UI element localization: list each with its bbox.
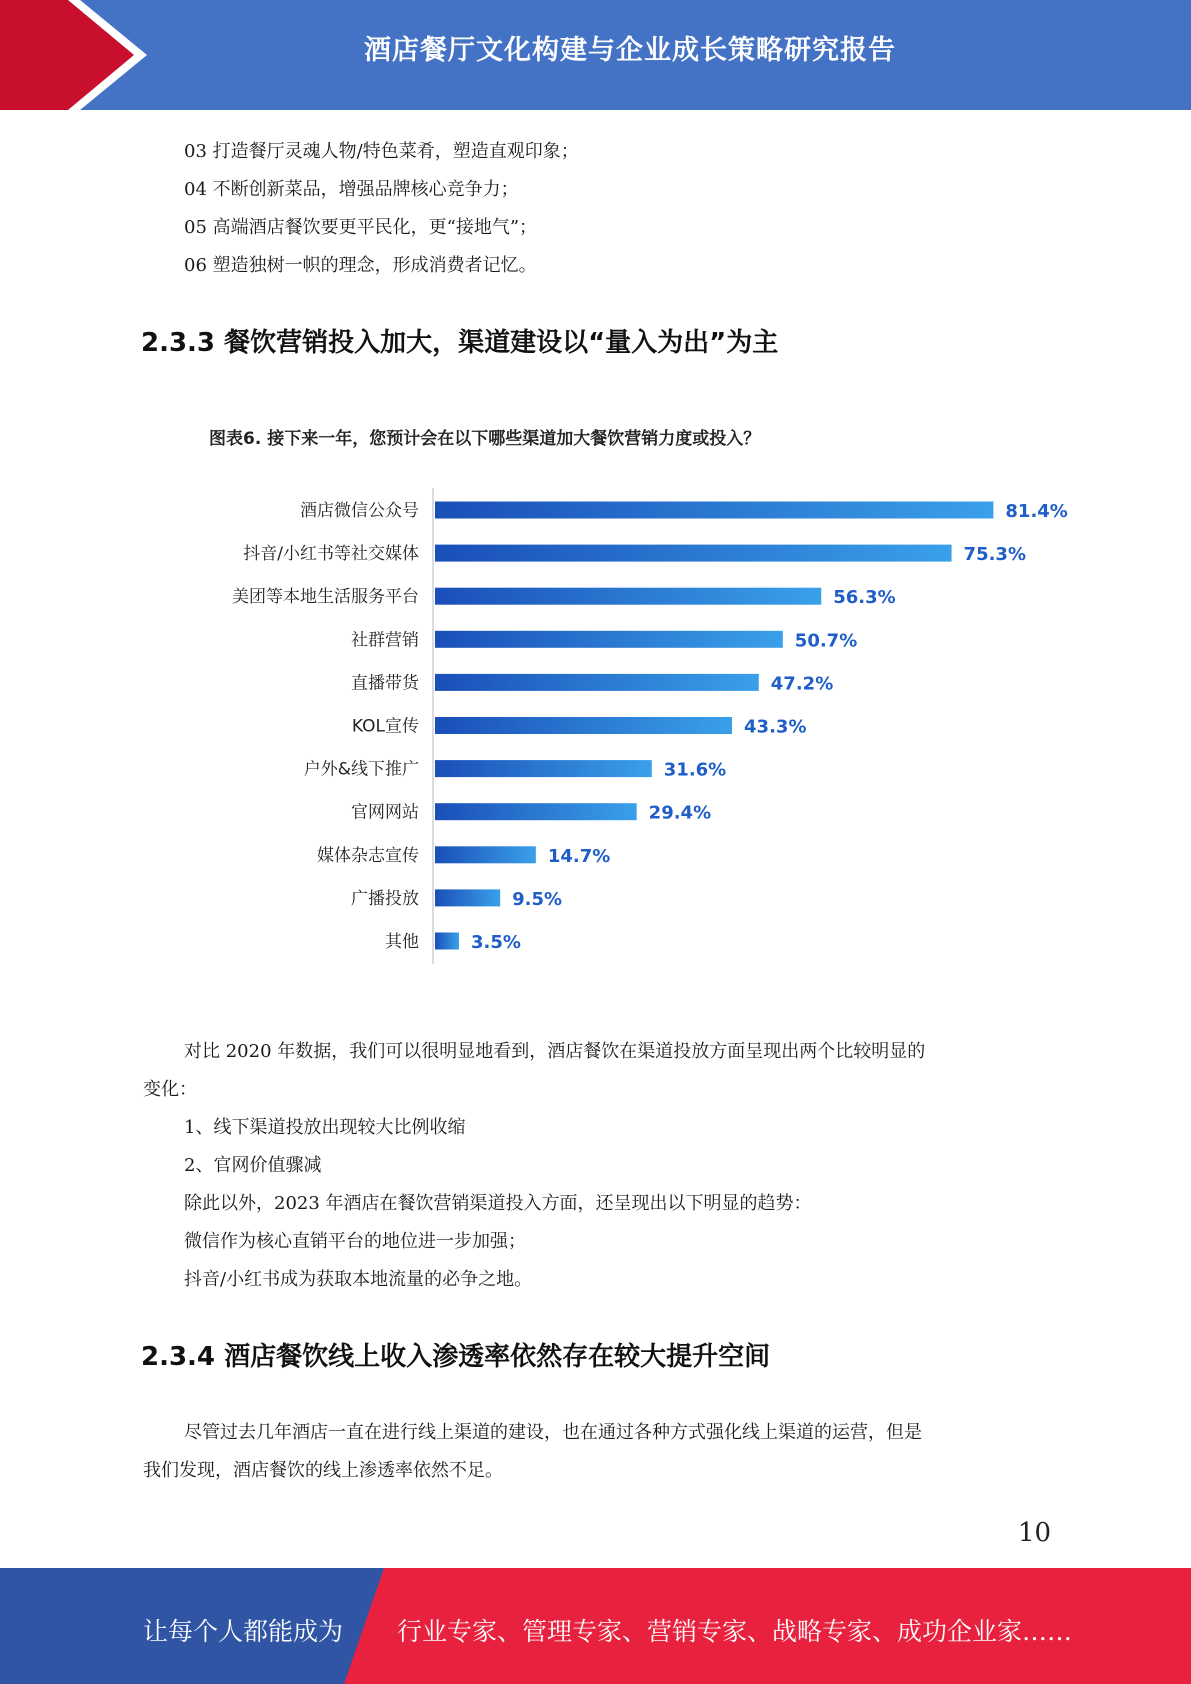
paragraph-line: 对比 2020 年数据，我们可以很明显地看到，酒店餐饮在渠道投放方面呈现出两个比较明显的: [184, 1041, 926, 1062]
page-header: [0, 0, 1191, 110]
category-label: 美团等本地生活服务平台: [232, 587, 419, 608]
value-label: 43.3%: [744, 716, 807, 738]
bars-group: [232, 501, 1068, 953]
category-label: 社群营销: [351, 630, 419, 651]
bar: [435, 933, 459, 950]
value-label: 31.6%: [663, 759, 727, 781]
list-item: 抖音/小红书成为获取本地流量的必争之地。: [184, 1269, 533, 1290]
value-label: 3.5%: [471, 932, 521, 953]
list-item: 1、线下渠道投放出现较大比例收缩: [184, 1117, 466, 1138]
value-label: 75.3%: [963, 544, 1027, 566]
bar: [435, 631, 783, 648]
category-label: 直播带货: [351, 673, 419, 694]
category-label: 广播投放: [351, 888, 419, 909]
list-item: 05 高端酒店餐饮要更平民化，更“接地气”；: [184, 217, 538, 238]
category-label: 抖音/小红书等社交媒体: [243, 544, 419, 565]
chart-title: 图表6. 接下来一年，您预计会在以下哪些渠道加大餐饮营销力度或投入？: [209, 429, 761, 449]
value-label: 81.4%: [1005, 501, 1068, 522]
chart-svg: [183, 408, 1083, 968]
category-label: 其他: [385, 932, 419, 952]
category-label: 官网网站: [351, 802, 419, 823]
bar: [435, 588, 821, 605]
category-label: 酒店微信公众号: [300, 501, 419, 521]
red-arrow-decoration: [0, 0, 160, 110]
bar: [435, 545, 952, 562]
list-item: 03 打造餐厅灵魂人物/特色菜肴，塑造直观印象；: [184, 141, 579, 162]
footer-slogan-right: 行业专家、管理专家、营销专家、战略专家、成功企业家……: [397, 1617, 1073, 1646]
value-label: 14.7%: [547, 845, 611, 867]
value-label: 29.4%: [648, 802, 712, 824]
section-heading-233: 2.3.3 餐饮营销投入加大，渠道建设以“量入为出”为主: [141, 328, 779, 358]
value-label: 56.3%: [833, 587, 896, 609]
page-number: 10: [1018, 1518, 1052, 1548]
bar: [435, 803, 637, 820]
value-label: 50.7%: [794, 630, 858, 652]
paragraph-line: 变化：: [143, 1079, 197, 1100]
value-label: 9.5%: [512, 888, 563, 910]
value-label: 47.2%: [770, 673, 834, 695]
category-label: 户外&线下推广: [303, 759, 419, 780]
list-item: 04 不断创新菜品，增强品牌核心竞争力；: [184, 179, 519, 200]
section-heading-234: 2.3.4 酒店餐饮线上收入渗透率依然存在较大提升空间: [141, 1342, 771, 1372]
bar: [435, 674, 759, 691]
category-label: 媒体杂志宣传: [317, 845, 419, 866]
paragraph-line: 我们发现，酒店餐饮的线上渗透率依然不足。: [143, 1460, 503, 1481]
paragraph-line: 除此以外，2023 年酒店在餐饮营销渠道投入方面，还呈现出以下明显的趋势：: [184, 1193, 812, 1214]
bar: [435, 760, 652, 777]
paragraph-line: 尽管过去几年酒店一直在进行线上渠道的建设，也在通过各种方式强化线上渠道的运营，但是: [184, 1422, 922, 1443]
list-item: 06 塑造独树一帜的理念，形成消费者记忆。: [184, 255, 537, 276]
page-footer: [0, 1568, 1191, 1684]
bar: [435, 846, 536, 863]
category-label: KOL宣传: [351, 716, 419, 737]
bar-chart: [183, 408, 1083, 968]
bar: [435, 502, 993, 519]
bar: [435, 717, 732, 734]
footer-slogan-left: 让每个人都能成为: [143, 1617, 344, 1646]
list-item: 2、官网价值骤减: [184, 1155, 322, 1176]
report-title: 酒店餐厅文化构建与企业成长策略研究报告: [364, 35, 896, 66]
bar: [435, 889, 500, 906]
list-item: 微信作为核心直销平台的地位进一步加强；: [184, 1231, 526, 1252]
